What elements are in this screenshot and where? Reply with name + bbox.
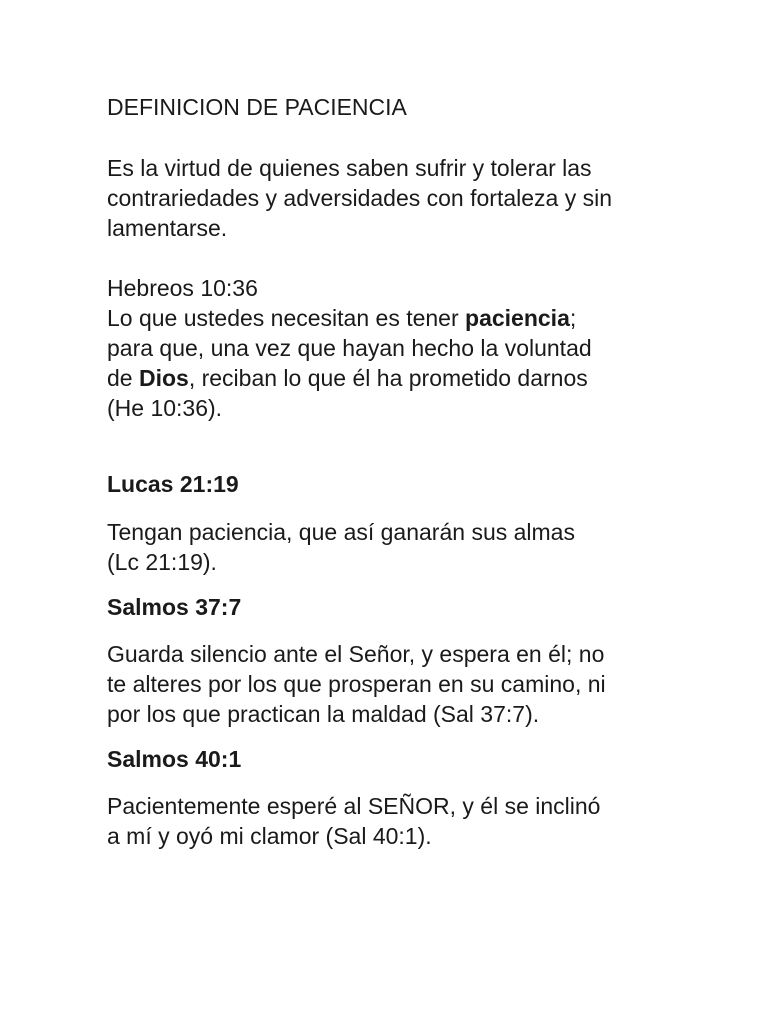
document-page: [107, 92, 697, 851]
definition-paragraph: Es la virtud de quienes saben sufrir y tolerar las contrariedades y adversidades con fortaleza y sin lamentarse.: [107, 155, 613, 241]
hebreos-bold-dios: Dios: [138, 365, 189, 391]
hebreos-text-part3: , reciban lo que él ha prometido darnos (He 10:36).: [107, 365, 588, 421]
lucas-heading: Lucas 21:19: [107, 471, 239, 497]
hebreos-text-part2: ; para que, una vez que hayan hecho la voluntad de: [107, 305, 592, 391]
hebreos-bold-paciencia: paciencia: [465, 305, 570, 331]
salmos37-verse: Guarda silencio ante el Señor, y espera en él; no te alteres por los que prosperan en su camino, ni por los que practican la maldad (Sal 37:7).: [107, 641, 606, 727]
salmos40-heading: Salmos 40:1: [107, 746, 242, 772]
lucas-verse: Tengan paciencia, que así ganarán sus almas (Lc 21:19).: [107, 519, 575, 575]
hebreos-text-part1: Lo que ustedes necesitan es tener: [107, 305, 466, 331]
hebreos-verse: [107, 303, 697, 423]
document-title: DEFINICION DE PACIENCIA: [107, 94, 407, 120]
salmos40-verse: Pacientemente esperé al SEÑOR, y él se inclinó a mí y oyó mi clamor (Sal 40:1).: [107, 793, 601, 849]
hebreos-reference: Hebreos 10:36: [107, 275, 258, 301]
salmos37-heading: Salmos 37:7: [107, 594, 242, 620]
